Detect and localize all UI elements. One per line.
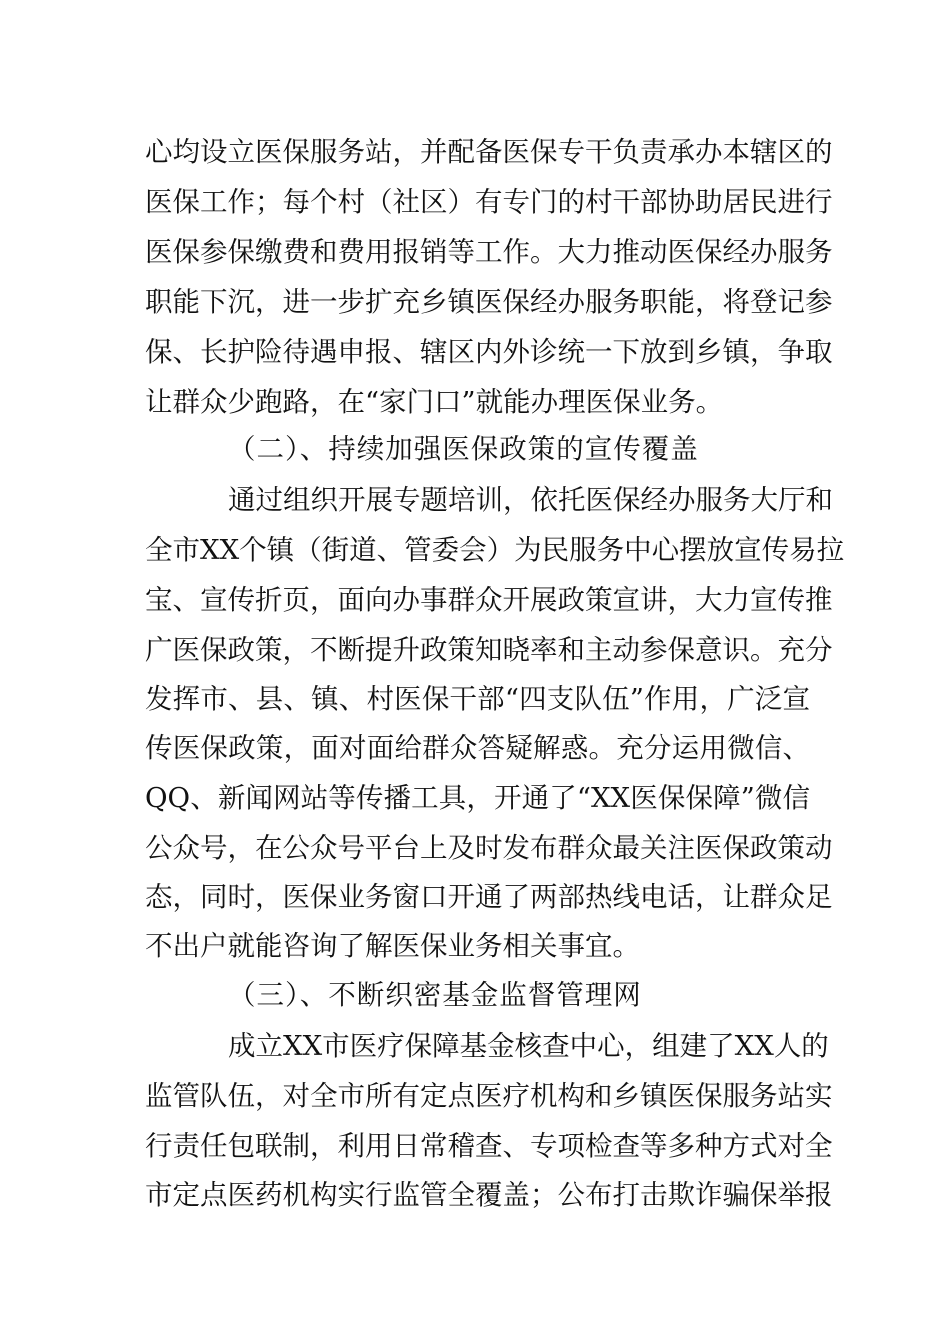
paragraph-line: 宝、宣传折页，面向办事群众开展政策宣讲，大力宣传推: [145, 584, 833, 616]
paragraph-line: 通过组织开展专题培训，依托医保经办服务大厅和: [228, 484, 833, 516]
paragraph-line: 发挥市、县、镇、村医保干部“四支队伍”作用，广泛宣: [145, 683, 810, 715]
paragraph-line: 让群众少跑路，在“家门口”就能办理医保业务。: [145, 386, 724, 418]
paragraph-line: 全市XX个镇（街道、管委会）为民服务中心摆放宣传易拉: [145, 534, 845, 566]
paragraph-line: 心均设立医保服务站，并配备医保专干负责承办本辖区的: [145, 136, 833, 168]
paragraph-line: 医保参保缴费和费用报销等工作。大力推动医保经办服务: [145, 236, 833, 268]
section-heading-3: （三）、不断织密基金监督管理网: [228, 979, 642, 1011]
paragraph-line: 监管队伍，对全市所有定点医疗机构和乡镇医保服务站实: [145, 1080, 833, 1112]
paragraph-line: 传医保政策，面对面给群众答疑解惑。充分运用微信、: [145, 732, 810, 764]
paragraph-line: 医保工作；每个村（社区）有专门的村干部协助居民进行: [145, 186, 833, 218]
section-heading-2: （二）、持续加强医保政策的宣传覆盖: [228, 433, 699, 465]
paragraph-line: 广医保政策，不断提升政策知晓率和主动参保意识。充分: [145, 634, 833, 666]
paragraph-line: QQ、新闻网站等传播工具，开通了“XX医保保障”微信: [145, 782, 810, 814]
paragraph-line: 成立XX市医疗保障基金核查中心，组建了XX人的: [228, 1030, 829, 1062]
paragraph-line: 保、长护险待遇申报、辖区内外诊统一下放到乡镇，争取: [145, 336, 833, 368]
paragraph-line: 公众号，在公众号平台上及时发布群众最关注医保政策动: [145, 832, 833, 864]
paragraph-line: 职能下沉，进一步扩充乡镇医保经办服务职能，将登记参: [145, 286, 833, 318]
paragraph-line: 市定点医药机构实行监管全覆盖；公布打击欺诈骗保举报: [145, 1179, 833, 1211]
paragraph-line: 行责任包联制，利用日常稽查、专项检查等多种方式对全: [145, 1130, 833, 1162]
paragraph-line: 不出户就能咨询了解医保业务相关事宜。: [145, 930, 640, 962]
paragraph-line: 态，同时，医保业务窗口开通了两部热线电话，让群众足: [145, 881, 833, 913]
